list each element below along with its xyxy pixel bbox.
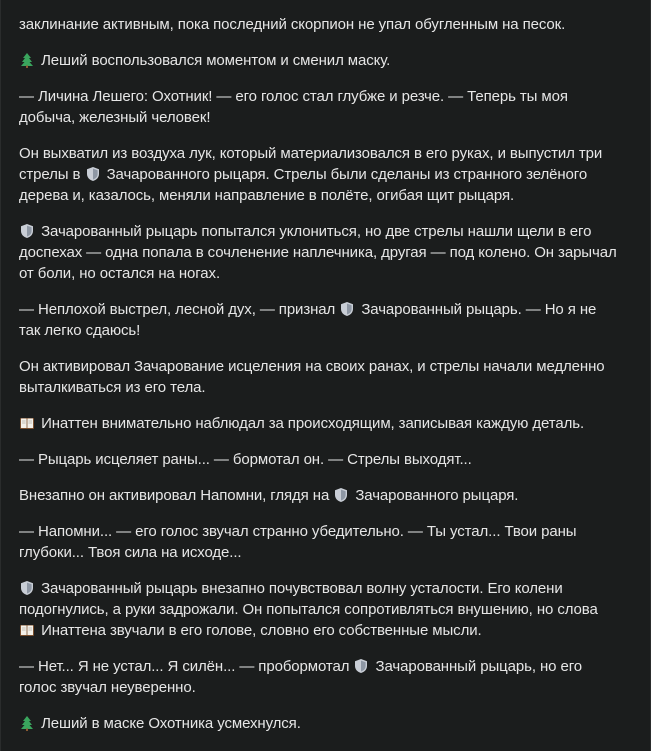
paragraph-text: Инаттена звучали в его голове, словно его собственные мысли.	[37, 622, 482, 639]
message-paragraph	[19, 143, 619, 206]
message-paragraph	[19, 50, 619, 71]
paragraph-text: — Рыцарь исцеляет раны... — бормотал он. — Стрелы выходят...	[19, 451, 472, 468]
message-paragraph	[19, 449, 619, 470]
paragraph-text: Зачарованный рыцарь, но его голос звучал неуверенно.	[19, 658, 582, 696]
message-paragraph	[19, 578, 619, 641]
shield-icon	[339, 301, 355, 317]
paragraph-text: Леший воспользовался моментом и сменил маску.	[37, 52, 391, 69]
message-paragraph	[19, 86, 619, 128]
paragraph-text: Зачарованный рыцарь. — Но я не так легко сдаюсь!	[19, 301, 597, 339]
shield-icon	[353, 658, 369, 674]
shield-icon	[19, 223, 35, 239]
paragraph-text: Зачарованного рыцаря. Стрелы были сделаны из странного зелёного дерева и, казалось, меняли направление в полёте, огибая щит рыцаря.	[19, 166, 588, 204]
message-paragraph	[19, 521, 619, 563]
paragraph-text: — Напомни... — его голос звучал странно убедительно. — Ты устал... Твои раны глубоки... Твоя сила на исходе...	[19, 523, 577, 561]
evergreen-tree-icon	[19, 715, 35, 731]
paragraph-text: Зачарованный рыцарь внезапно почувствовал волну усталости. Его колени подогнулись, а руки задрожали. Он попытался сопротивляться внушению, но слова	[19, 580, 598, 618]
paragraph-text: — Нет... Я не устал... Я силён... — пробормотал	[19, 658, 354, 675]
paragraph-text: — Неплохой выстрел, лесной дух, — признал	[19, 301, 340, 318]
paragraph-text: Инаттен внимательно наблюдал за происходящим, записывая каждую деталь.	[37, 415, 585, 432]
paragraph-text: заклинание активным, пока последний скорпион не упал обугленным на песок.	[19, 16, 566, 33]
paragraph-text: Зачарованный рыцарь попытался уклониться, но две стрелы нашли щели в его доспехах — одна попала в сочленение наплечника, другая — под колено. Он зарычал от боли, но остался на ногах.	[19, 223, 617, 282]
paragraph-text: Зачарованного рыцаря.	[351, 487, 519, 504]
message-paragraph	[19, 356, 619, 398]
paragraph-text: Он выхватил из воздуха лук, который материализовался в его руках, и выпустил три стрелы в	[19, 145, 603, 183]
message-paragraph	[19, 221, 619, 284]
message-paragraph	[19, 713, 619, 734]
message-paragraph	[19, 656, 619, 698]
shield-icon	[333, 487, 349, 503]
open-book-icon	[19, 622, 35, 638]
message-paragraph	[19, 14, 619, 35]
message-paragraph	[19, 299, 619, 341]
open-book-icon	[19, 415, 35, 431]
paragraph-text: Внезапно он активировал Напомни, глядя на	[19, 487, 334, 504]
paragraph-text: — Личина Лешего: Охотник! — его голос стал глубже и резче. — Теперь ты моя добыча, железный человек!	[19, 88, 568, 126]
shield-icon	[85, 166, 101, 182]
message-paragraph	[19, 485, 619, 506]
message-paragraph	[19, 413, 619, 434]
evergreen-tree-icon	[19, 52, 35, 68]
message-body	[19, 14, 619, 734]
shield-icon	[19, 580, 35, 596]
paragraph-text: Леший в маске Охотника усмехнулся.	[37, 715, 301, 732]
paragraph-text: Он активировал Зачарование исцеления на своих ранах, и стрелы начали медленно выталкиваться из его тела.	[19, 358, 605, 396]
